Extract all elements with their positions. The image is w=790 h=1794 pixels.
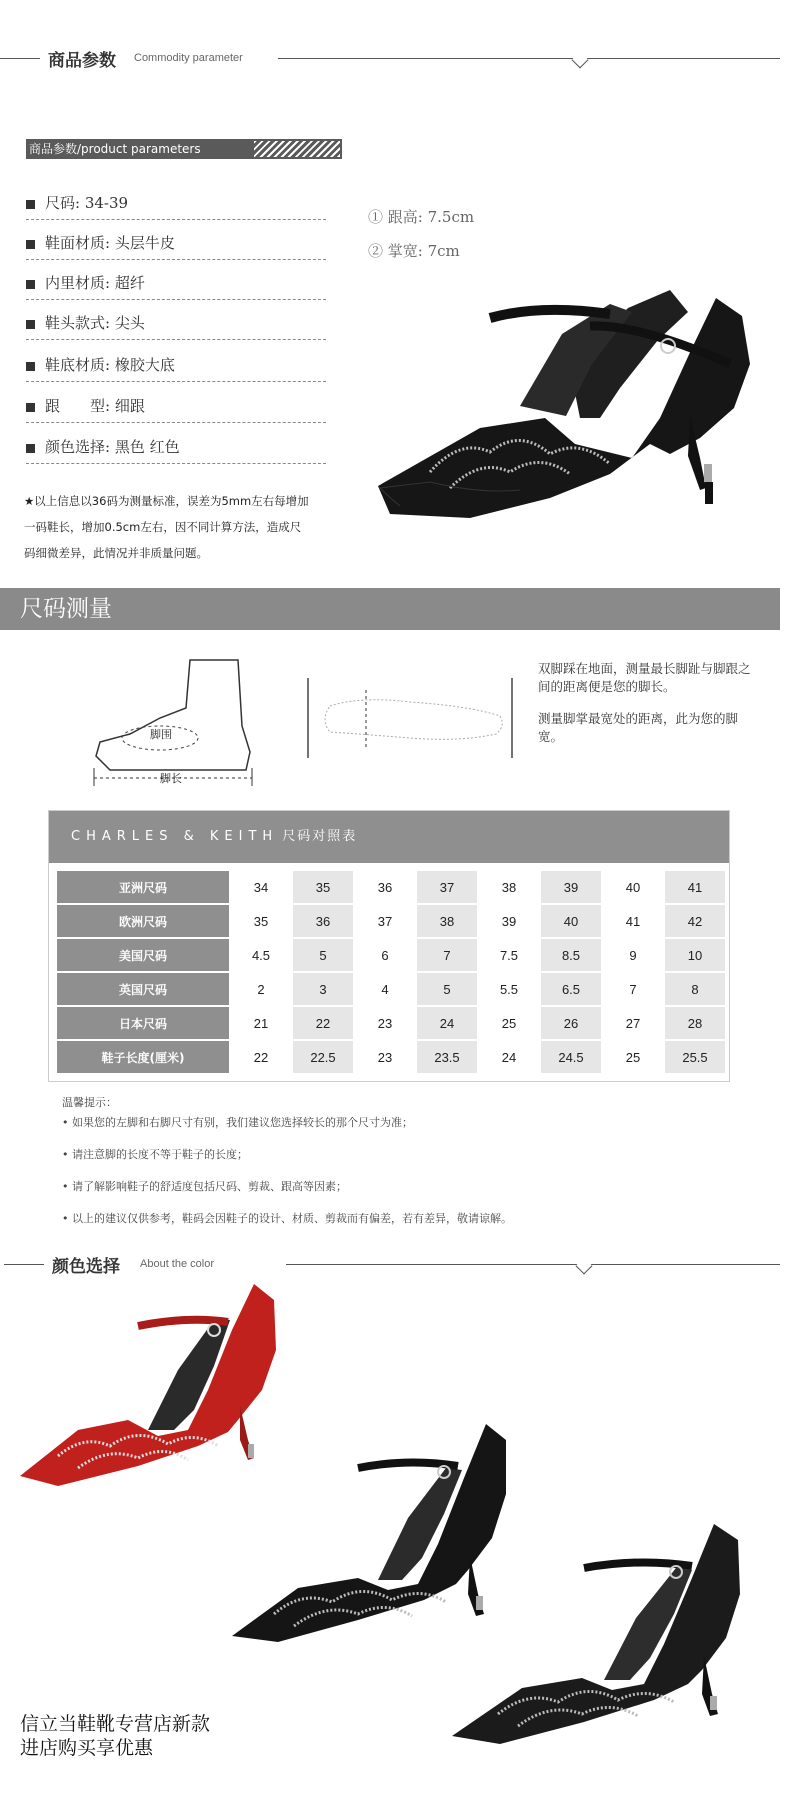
size-cell: 27: [603, 1007, 663, 1039]
size-cell: 22.5: [293, 1041, 353, 1073]
brand-name: CHARLES & KEITH: [71, 829, 279, 844]
color-section-header: [0, 1250, 790, 1280]
section-subtitle: About the color: [140, 1258, 214, 1270]
tip-item: • 请了解影响鞋子的舒适度包括尺码、剪裁、跟高等因素；: [62, 1180, 347, 1193]
size-row-label: 亚洲尺码: [57, 871, 229, 903]
size-row: [57, 1041, 725, 1073]
bullet-icon: [26, 200, 35, 209]
size-chart-table: [55, 869, 727, 1075]
section-title: 颜色选择: [52, 1257, 120, 1277]
size-cell: 35: [231, 905, 291, 937]
tip-item: • 请注意脚的长度不等于鞋子的长度；: [62, 1148, 248, 1161]
size-cell: 4.5: [231, 939, 291, 971]
param-sole-material: 鞋底材质: 橡胶大底: [26, 348, 326, 382]
measure-width-text: 测量脚掌最宽处的距离，此为您的脚宽。: [538, 711, 739, 744]
size-cell: 37: [417, 871, 477, 903]
chevron-down-icon: [576, 1258, 593, 1275]
size-cell: 5: [417, 973, 477, 1005]
size-cell: 41: [665, 871, 725, 903]
size-measure-banner: 尺码测量: [0, 588, 780, 630]
size-cell: 7: [417, 939, 477, 971]
size-cell: 22: [293, 1007, 353, 1039]
size-cell: 26: [541, 1007, 601, 1039]
header-line-left: [4, 1264, 44, 1265]
param-bar-label: 商品参数/product parameters: [29, 142, 201, 156]
size-row: [57, 871, 725, 903]
size-row: [57, 939, 725, 971]
bullet-icon: [26, 403, 35, 412]
size-cell: 21: [231, 1007, 291, 1039]
foot-length-label: 脚长: [160, 772, 182, 785]
size-cell: 34: [231, 871, 291, 903]
size-cell: 10: [665, 939, 725, 971]
size-cell: 24: [479, 1041, 539, 1073]
size-cell: 41: [603, 905, 663, 937]
size-cell: 36: [355, 871, 415, 903]
measure-length-text: 双脚踩在地面，测量最长脚趾与脚跟之间的距离便是您的脚长。: [538, 661, 751, 694]
param-heel-type: 跟 型: 细跟: [26, 389, 326, 423]
size-cell: 23.5: [417, 1041, 477, 1073]
size-cell: 9: [603, 939, 663, 971]
size-cell: 4: [355, 973, 415, 1005]
size-cell: 7.5: [479, 939, 539, 971]
size-cell: 39: [479, 905, 539, 937]
bullet-icon: [26, 280, 35, 289]
size-cell: 36: [293, 905, 353, 937]
size-cell: 25: [479, 1007, 539, 1039]
size-cell: 24.5: [541, 1041, 601, 1073]
size-cell: 2: [231, 973, 291, 1005]
bullet-icon: [26, 320, 35, 329]
size-cell: 28: [665, 1007, 725, 1039]
bullet-icon: [26, 444, 35, 453]
bullet-icon: [26, 240, 35, 249]
header-line-right: [286, 1264, 780, 1265]
size-row-label: 欧洲尺码: [57, 905, 229, 937]
param-bar: [26, 139, 342, 159]
size-chart-header: [49, 811, 729, 863]
size-cell: 38: [417, 905, 477, 937]
header-line-right: [278, 58, 780, 59]
size-cell: 6.5: [541, 973, 601, 1005]
size-cell: 35: [293, 871, 353, 903]
size-cell: 3: [293, 973, 353, 1005]
size-row: [57, 973, 725, 1005]
product-image-black-shoe: [370, 268, 750, 558]
param-size: 尺码: 34-39: [26, 186, 326, 220]
size-row-label: 日本尺码: [57, 1007, 229, 1039]
size-chart: [48, 810, 730, 1082]
size-cell: 24: [417, 1007, 477, 1039]
size-cell: 8: [665, 973, 725, 1005]
size-cell: 23: [355, 1007, 415, 1039]
param-lining-material: 内里材质: 超纤: [26, 266, 326, 300]
size-row: [57, 905, 725, 937]
foot-side-diagram: [90, 656, 270, 786]
size-cell: 8.5: [541, 939, 601, 971]
tip-item: • 以上的建议仅供参考，鞋码会因鞋子的设计、材质、剪裁而有偏差，若有差异，敬请谅解。: [62, 1212, 512, 1225]
footprint-diagram: [300, 676, 520, 766]
size-cell: 40: [541, 905, 601, 937]
size-row: [57, 1007, 725, 1039]
section-subtitle: Commodity parameter: [134, 52, 243, 64]
size-cell: 7: [603, 973, 663, 1005]
size-row-label: 英国尺码: [57, 973, 229, 1005]
size-cell: 37: [355, 905, 415, 937]
store-promo-text: 信立当鞋靴专营店新款 进店购买享优惠: [20, 1713, 211, 1759]
section-title: 商品参数: [48, 51, 116, 71]
commodity-section-header: [0, 44, 790, 74]
bullet-icon: [26, 362, 35, 371]
size-cell: 25.5: [665, 1041, 725, 1073]
param-colors: 颜色选择: 黑色 红色: [26, 430, 326, 464]
tip-item: • 如果您的左脚和右脚尺寸有别，我们建议您选择较长的那个尺寸为准；: [62, 1116, 413, 1129]
heel-height: ① 跟高: 7.5cm: [368, 208, 475, 226]
size-cell: 38: [479, 871, 539, 903]
size-cell: 23: [355, 1041, 415, 1073]
size-cell: 39: [541, 871, 601, 903]
size-cell: 6: [355, 939, 415, 971]
size-cell: 22: [231, 1041, 291, 1073]
hatch-decoration: [254, 141, 340, 157]
forefoot-width: ② 掌宽: 7cm: [368, 242, 460, 260]
size-cell: 25: [603, 1041, 663, 1073]
instep-label: 脚围: [150, 728, 172, 741]
size-cell: 40: [603, 871, 663, 903]
param-toe-style: 鞋头款式: 尖头: [26, 306, 326, 340]
tips-title: 温馨提示：: [62, 1096, 117, 1109]
size-row-label: 美国尺码: [57, 939, 229, 971]
size-chart-title: 尺码对照表: [282, 829, 358, 844]
header-line-left: [0, 58, 40, 59]
param-upper-material: 鞋面材质: 头层牛皮: [26, 226, 326, 260]
size-cell: 42: [665, 905, 725, 937]
product-image-black-suede-shoe: [448, 1518, 748, 1748]
chevron-down-icon: [572, 52, 589, 69]
size-row-label: 鞋子长度(厘米): [57, 1041, 229, 1073]
size-cell: 5.5: [479, 973, 539, 1005]
size-cell: 5: [293, 939, 353, 971]
measurement-note: ★以上信息以36码为测量标准，误差为5mm左右每增加 一码鞋长，增加0.5cm左右，因不同计算方法，造成尺 码细微差异，此情况并非质量问题。: [24, 494, 309, 560]
